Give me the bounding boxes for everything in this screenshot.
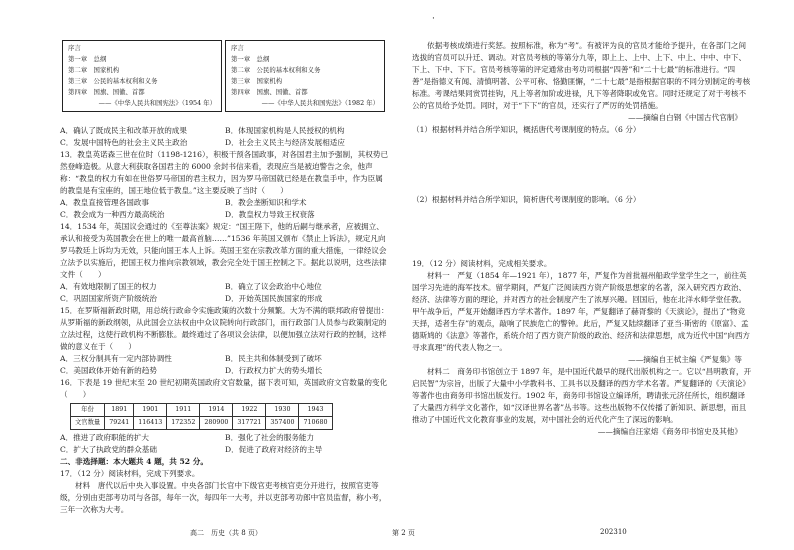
box-line: 第四章 国旗、国徽、首都	[68, 88, 145, 96]
answer-space-2	[412, 206, 752, 258]
constitution-1982-box	[225, 40, 385, 112]
option: D．社会主义民主与经济发展相适应	[225, 138, 345, 147]
option: D．促进了政府对经济的主导	[225, 445, 323, 454]
question-17: 17．（12 分）阅读材料，完成下列要求。	[60, 469, 200, 478]
table-cell: 280900	[200, 417, 233, 430]
q13-options	[60, 197, 390, 221]
option: B．确立了议会政治中心地位	[225, 282, 322, 291]
table-cell: 710680	[299, 417, 332, 430]
option: B．民主共和体制受到了破坏	[225, 354, 322, 363]
source-2: ——摘编自王栻主编《严复集》等	[628, 355, 742, 364]
option: A．确认了既成民主和改革开放的成果	[60, 126, 187, 135]
constitution-1954-box	[62, 40, 222, 112]
table-cell: 文官数量	[71, 417, 105, 430]
table-cell: 172352	[167, 417, 200, 430]
option: B．体现国家机构是人民授权的机构	[225, 126, 345, 135]
option: A．教皇直接管理各国政事	[60, 198, 150, 207]
option: D．教皇权力导致王权衰落	[225, 210, 315, 219]
table-cell: 1922	[233, 404, 266, 417]
q17-material: 材料 唐代以后中央入事设置。中央各部门长官中下级官吏考核官吏分开进行，按照官吏等级，分别由吏部考功司与各部，每年一次，每四年一大考，并以吏部考功郎中官员监督，称小考，三年一次称为大考。	[60, 481, 387, 514]
header-dot: ·	[432, 14, 435, 24]
footer-page: 第 2 页	[392, 529, 415, 537]
table-cell: 357400	[266, 417, 299, 430]
option: A．推进了政府职能的扩大	[60, 433, 150, 442]
box-line: 第一章 总纲	[231, 55, 270, 63]
material-continued: 依据考核成绩进行奖惩。按照标准，称为“考”。有被评为良的官员才能给予提升，在各部门之间选拔的官员可以升迁、调动。对官员考核的等第分九等，即上上、上中、上下、中上、中中、中下、下上、下中、下下。官员考核等第的评定通常由考功司根据“四善”和“二十七最”的标准进行。“四善”是指德义有闻、清慎明著、公平可称、恪勤匪懈，“二十七最”是指根据官职的不同分别制定的考核标准。考课结果同赏罚挂钩，凡上等者加阶或进禄，凡下等者降职或免官。同时还规定了对于考核不公的官员给予处罚。同时，对于“下下”的官员，还实行了严厉的处罚措施。	[412, 41, 751, 110]
box-source: ——《中华人民共和国宪法》（1954 年）	[98, 99, 216, 107]
box-line: 序言	[68, 44, 81, 52]
table-cell: 年份	[71, 404, 105, 417]
section-2-heading: 二、非选择题：本大题共 4 题，共 52 分。	[60, 457, 208, 466]
constitution-boxes	[60, 40, 390, 125]
q17-part-2: （2）根据材料并结合所学知识，简析唐代考课制度的影响。（6 分）	[412, 195, 641, 204]
option: D．开始英国民族国家的形成	[225, 294, 323, 303]
box-line: 第四章 国旗、国徽、首都	[231, 88, 308, 96]
box-line: 第三章 公民的基本权利和义务	[68, 77, 158, 85]
option: D．行政权力扩大的势头增长	[225, 366, 323, 375]
question-15: 15．在罗斯福新政时期，用总统行政命令实施政策的次数十分频繁。大为不满的联邦政府曾提出：从罗斯福的新政纲领，从此国会立法权由中众议院转向行政部门，而行政部门人员参与政策制定的立法过程，这使行政机构不断膨胀。最终通过了各项议会法律，以便加强立法对行政的控制，这样做的意义在于（ ）	[60, 306, 389, 351]
table-cell: 1891	[105, 404, 134, 417]
q14-options	[60, 281, 390, 305]
box-line: 第二章 国家机构	[68, 66, 120, 74]
option: B．教会垄断知识和学术	[225, 198, 307, 207]
table-cell: 1914	[200, 404, 233, 417]
box-line: 序言	[231, 44, 244, 52]
footer-left: 高二 历史（共 8 页）	[190, 529, 262, 537]
option: B．强化了社会的服务能力	[225, 433, 315, 442]
right-column	[412, 40, 752, 438]
q15-options	[60, 353, 390, 377]
box-line: 第二章 公民的基本权利和义务	[231, 66, 321, 74]
table-row-years	[71, 404, 333, 417]
q16-options	[60, 432, 390, 456]
civil-servant-table	[70, 403, 333, 430]
answer-space-1	[412, 136, 752, 194]
table-cell: 79241	[105, 417, 134, 430]
table-cell: 317721	[233, 417, 266, 430]
option: C．发展中国特色的社会主义民主政治	[60, 138, 188, 147]
option: C．巩固国家所资产阶级统治	[60, 294, 157, 303]
option: A．有效地限制了国王的权力	[60, 282, 157, 291]
table-row-values	[71, 417, 333, 430]
table-cell: 116413	[134, 417, 167, 430]
table-cell: 1911	[167, 404, 200, 417]
source-1: ——摘编自白钢《中国古代官制》	[628, 113, 742, 122]
q19-material-1: 材料一 严复（1854 年—1921 年），1877 年，严复作为首批福州船政学堂学生之一，前往英国学习先进的海军技术。留学期间，严复广泛阅读西方资产阶级思想家的名著，深入研究西方政治、经济、法律等方面的理论，并对西方的社会制度产生了浓厚兴趣。回国后，他在北洋水师学堂任教。甲午战争后，严复开始翻译西方学术著作。1897 年，严复翻译了赫胥黎的《天演论》，提出了“物竞天择，适者生存”的观点，敲响了民族危亡的警钟。此后，严复又陆续翻译了亚当·斯密的《原富》、孟德斯鸠的《法意》等著作，系统介绍了西方资产阶级的政治、经济和法律思想，成为近代中国“向西方寻求真理”的代表人物之一。	[412, 271, 751, 352]
question-16: 16．下表是 19 世纪末至 20 世纪初期英国政府文官数量，据下表可知，英国政府文官数量的变化（ ）	[60, 378, 388, 399]
table-cell: 1930	[266, 404, 299, 417]
table-cell: 1901	[134, 404, 167, 417]
q17-part-1: （1）根据材料并结合所学知识，概括唐代考课制度的特点。（6 分）	[412, 125, 641, 134]
question-14: 14．1534 年，英国议会通过的《至尊法案》规定：“国王陛下，他的后嗣与继承者，应被拥立、承认和接受为英国教会在世上的唯一最高首脑……”1536 年英国又颁布《禁止上诉法》，规定凡向罗马教廷上诉均为无效，只能向国王本人上诉。英国王室在宗教改革方面的重大措施，一律经议会立法予以实施后，把国王权力推向宗教领域，教会完全处于国王控制之下。据此以说明，这些法律文件（ ）	[60, 222, 387, 279]
box-line: 第三章 国家机构	[231, 77, 283, 85]
box-source: ——《中华人民共和国宪法》（1982 年）	[261, 99, 379, 107]
option: C．美国政体开始有新的趋势	[60, 366, 157, 375]
question-19: 19．（12 分）阅读材料，完成相关要求。	[412, 259, 552, 268]
left-column	[60, 40, 390, 516]
footer-code: 202310	[600, 528, 627, 536]
q12-options	[60, 125, 390, 149]
question-13: 13．教皇英诺森三世在位时（1198-1216），积极干预各国政事，对各国君主加予强制，其权势已然登峰造极。从意大利获取各国君主的 6000 余封书信来看，表现应当是被迫警告之余，他声称：“教皇的权力有如在世俗罗马帝国的君主权力，因为罗马帝国就已经是在教皇手中，作为臣属的教皇是有宝座的，国王地位低于教皇。”这主要反映了当时（ ）	[60, 150, 389, 195]
option: A．三权分制具有一定内部协调性	[60, 354, 172, 363]
q19-material-2: 材料二 商务印书馆创立于 1897 年，是中国近代最早的现代出版机构之一。它以“昌明教育，开启民智”为宗旨，出版了大量中小学教科书、工具书以及翻译的西方学术名著。严复翻译的《天演论》等著作也由商务印书馆出版发行。1902 年，商务印书馆设立编译所，聘请张元济任所长，组织翻译了大量西方科学文化著作，如“汉译世界名著”丛书等。这些出版物不仅传播了新知识、新思想，而且推动了中国近代文化教育事业的发展，对中国社会的近代化产生了深远的影响。	[412, 367, 752, 424]
source-3: ——摘编自汪家熔《商务印书馆史及其他》	[597, 427, 742, 436]
box-line: 第一章 总纲	[68, 55, 107, 63]
option: C．教会成为一种西方最高统治	[60, 210, 165, 219]
table-cell: 1943	[299, 404, 332, 417]
option: C．扩大了执政党的群众基础	[60, 445, 157, 454]
